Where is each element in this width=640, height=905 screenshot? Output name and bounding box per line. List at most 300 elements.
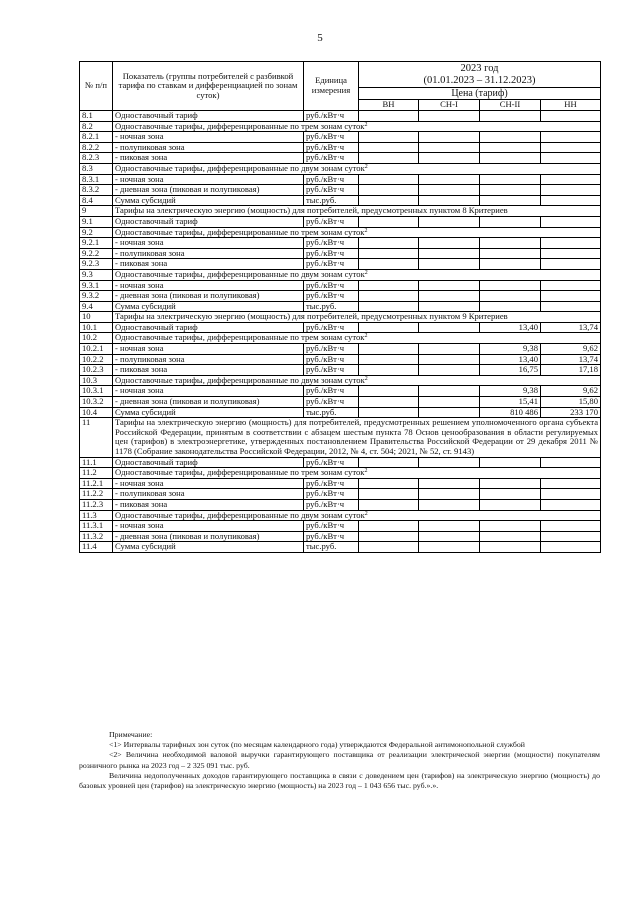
table-row: [80, 185, 601, 196]
value-sn2: [480, 185, 541, 196]
table-row: [80, 510, 601, 521]
value-vn: [359, 132, 419, 143]
value-vn: [359, 280, 419, 291]
row-unit: руб./кВт·ч: [304, 153, 359, 164]
value-sn1: [419, 248, 480, 259]
value-sn2: [480, 542, 541, 553]
row-unit: руб./кВт·ч: [304, 397, 359, 408]
row-unit: руб./кВт·ч: [304, 457, 359, 468]
table-row: [80, 248, 601, 259]
value-nn: [541, 280, 601, 291]
table-row: [80, 478, 601, 489]
table-row: [80, 333, 601, 344]
value-sn2: [480, 111, 541, 122]
header-period: (01.01.2023 – 31.12.2023): [359, 75, 601, 88]
row-number: 10.3: [80, 375, 113, 386]
value-vn: [359, 185, 419, 196]
value-nn: [541, 238, 601, 249]
row-number: 9.2: [80, 227, 113, 238]
row-unit: руб./кВт·ч: [304, 344, 359, 355]
value-nn: 13,74: [541, 354, 601, 365]
row-unit: руб./кВт·ч: [304, 259, 359, 270]
table-row: [80, 489, 601, 500]
row-indicator: [113, 185, 304, 196]
note-3: Величина недополученных доходов гарантирующего поставщика в связи с доведением цен (тарифов) на электрическую энергию (мощность) до базовых уровней цен (тарифов) на электрическую энергию (мощность) на 2023 год – 1 043 656 тыс. руб.».».: [79, 770, 600, 791]
value-sn1: [419, 365, 480, 376]
table-row: [80, 206, 601, 217]
value-sn1: [419, 185, 480, 196]
value-sn1: [419, 259, 480, 270]
row-number: 10.4: [80, 407, 113, 418]
value-sn2: 15,41: [480, 397, 541, 408]
value-nn: [541, 185, 601, 196]
value-sn1: [419, 407, 480, 418]
table-row: [80, 365, 601, 376]
table-row: [80, 153, 601, 164]
row-number: 11.3.2: [80, 531, 113, 542]
value-vn: [359, 322, 419, 333]
value-sn1: [419, 354, 480, 365]
value-sn1: [419, 280, 480, 291]
footnote-ref: 2: [364, 375, 368, 382]
row-indicator: [113, 163, 601, 174]
row-indicator: [113, 248, 304, 259]
row-indicator-text: Одноставочный тариф: [115, 457, 198, 467]
table-row: [80, 407, 601, 418]
value-nn: 15,80: [541, 397, 601, 408]
row-indicator-text: Одноставочные тарифы, дифференцированные по двум зонам суток: [115, 269, 365, 279]
table-row: [80, 457, 601, 468]
row-indicator: [113, 322, 304, 333]
row-number: 8.3.1: [80, 174, 113, 185]
row-indicator-text: Одноставочный тариф: [115, 216, 198, 226]
row-unit: руб./кВт·ч: [304, 478, 359, 489]
value-sn1: [419, 238, 480, 249]
value-nn: [541, 301, 601, 312]
row-indicator-text: - полупиковая зона: [115, 488, 185, 499]
row-number: 9.3.1: [80, 280, 113, 291]
tariff-table: [79, 61, 601, 553]
row-indicator: [113, 333, 601, 344]
header-col-num: № п/п: [80, 62, 113, 111]
row-indicator-text: - полупиковая зона: [115, 248, 185, 258]
row-indicator-text: - пиковая зона: [115, 258, 168, 269]
tariff-table-body: [80, 111, 601, 553]
row-indicator: [113, 478, 304, 489]
value-sn1: [419, 322, 480, 333]
row-indicator-text: - ночная зона: [115, 520, 164, 531]
header-col-indicator: Показатель (группы потребителей с разбивкой тарифа по ставкам и дифференциацией по зонам суток): [113, 62, 304, 111]
value-nn: [541, 216, 601, 227]
row-indicator: [113, 280, 304, 291]
note-1: <1> Интервалы тарифных зон суток (по месяцам календарного года) утверждаются Федеральной антимонопольной службой: [109, 740, 525, 750]
row-number: 10.1: [80, 322, 113, 333]
row-indicator: [113, 375, 601, 386]
row-indicator: [113, 521, 304, 532]
value-sn1: [419, 478, 480, 489]
value-sn1: [419, 386, 480, 397]
row-indicator: [113, 531, 304, 542]
value-vn: [359, 499, 419, 510]
value-sn2: 810 486: [480, 407, 541, 418]
value-vn: [359, 531, 419, 542]
value-nn: 233 170: [541, 407, 601, 418]
table-row: [80, 301, 601, 312]
value-sn2: [480, 238, 541, 249]
value-vn: [359, 238, 419, 249]
row-unit: руб./кВт·ч: [304, 248, 359, 259]
row-indicator: [113, 418, 601, 457]
row-indicator-text: Одноставочный тариф: [115, 322, 198, 332]
row-indicator-text: Одноставочные тарифы, дифференцированные по двум зонам суток: [115, 510, 365, 520]
value-vn: [359, 291, 419, 302]
value-sn2: [480, 489, 541, 500]
row-indicator: [113, 238, 304, 249]
value-vn: [359, 195, 419, 206]
row-indicator-text: - дневная зона (пиковая и полупиковая): [115, 184, 260, 195]
value-vn: [359, 174, 419, 185]
row-unit: руб./кВт·ч: [304, 521, 359, 532]
row-indicator-text: - пиковая зона: [115, 152, 168, 163]
table-row: [80, 227, 601, 238]
table-row: [80, 375, 601, 386]
row-indicator: [113, 499, 304, 510]
row-number: 8.2.3: [80, 153, 113, 164]
row-number: 11.3: [80, 510, 113, 521]
row-indicator-text: Одноставочные тарифы, дифференцированные по двум зонам суток: [115, 375, 365, 385]
table-row: [80, 531, 601, 542]
value-sn2: [480, 195, 541, 206]
table-row: [80, 174, 601, 185]
value-sn2: [480, 478, 541, 489]
row-unit: руб./кВт·ч: [304, 111, 359, 122]
value-vn: [359, 489, 419, 500]
row-indicator-text: Одноставочные тарифы, дифференцированные по трем зонам суток: [115, 332, 365, 343]
row-indicator-text: - ночная зона: [115, 237, 164, 248]
table-row: [80, 291, 601, 302]
value-nn: [541, 132, 601, 143]
value-sn1: [419, 216, 480, 227]
value-sn1: [419, 499, 480, 510]
row-indicator: [113, 312, 601, 323]
table-row: [80, 238, 601, 249]
row-unit: тыс.руб.: [304, 195, 359, 206]
row-unit: руб./кВт·ч: [304, 291, 359, 302]
table-row: [80, 216, 601, 227]
table-row: [80, 397, 601, 408]
value-sn1: [419, 153, 480, 164]
value-nn: [541, 457, 601, 468]
table-row: [80, 499, 601, 510]
value-sn2: [480, 457, 541, 468]
footnote-ref: 2: [364, 121, 368, 128]
row-unit: руб./кВт·ч: [304, 354, 359, 365]
header-price: Цена (тариф): [359, 88, 601, 100]
header-level-nn: НН: [541, 100, 601, 111]
value-vn: [359, 142, 419, 153]
row-indicator: [113, 510, 601, 521]
notes-title: Примечание:: [109, 730, 153, 739]
value-sn1: [419, 291, 480, 302]
table-row: [80, 468, 601, 479]
row-indicator: [113, 468, 601, 479]
row-number: 9.2.2: [80, 248, 113, 259]
table-row: [80, 163, 601, 174]
footnote-ref: 2: [364, 269, 368, 276]
value-sn1: [419, 521, 480, 532]
row-indicator: [113, 174, 304, 185]
value-sn1: [419, 531, 480, 542]
row-indicator-text: - дневная зона (пиковая и полупиковая): [115, 531, 260, 541]
value-sn2: [480, 521, 541, 532]
row-unit: руб./кВт·ч: [304, 386, 359, 397]
row-indicator: [113, 153, 304, 164]
row-indicator-text: - полупиковая зона: [115, 354, 185, 364]
row-number: 9: [80, 206, 113, 217]
value-nn: 9,62: [541, 386, 601, 397]
table-row: [80, 322, 601, 333]
table-row: [80, 312, 601, 323]
table-row: [80, 259, 601, 270]
value-sn2: 16,75: [480, 365, 541, 376]
header-level-vn: ВН: [359, 100, 419, 111]
row-indicator: [113, 542, 304, 553]
table-row: [80, 142, 601, 153]
value-vn: [359, 457, 419, 468]
row-unit: тыс.руб.: [304, 542, 359, 553]
row-unit: руб./кВт·ч: [304, 142, 359, 153]
value-sn1: [419, 301, 480, 312]
row-number: 9.2.1: [80, 238, 113, 249]
header-col-unit: Единица измерения: [304, 62, 359, 111]
table-row: [80, 195, 601, 206]
row-indicator: [113, 354, 304, 365]
row-unit: руб./кВт·ч: [304, 132, 359, 143]
row-indicator-text: Одноставочные тарифы, дифференцированные по двум зонам суток: [115, 163, 365, 173]
value-vn: [359, 216, 419, 227]
row-indicator: [113, 344, 304, 355]
value-vn: [359, 365, 419, 376]
row-unit: руб./кВт·ч: [304, 322, 359, 333]
table-row: [80, 354, 601, 365]
value-vn: [359, 386, 419, 397]
row-number: 11.4: [80, 542, 113, 553]
value-sn1: [419, 111, 480, 122]
row-indicator: [113, 407, 304, 418]
table-row: [80, 344, 601, 355]
value-nn: [541, 142, 601, 153]
table-row: [80, 521, 601, 532]
value-vn: [359, 344, 419, 355]
value-sn2: [480, 216, 541, 227]
row-indicator: [113, 121, 601, 132]
row-indicator-text: - ночная зона: [115, 131, 164, 142]
notes: [79, 730, 600, 791]
row-number: 10: [80, 312, 113, 323]
row-number: 8.4: [80, 195, 113, 206]
value-sn1: [419, 174, 480, 185]
row-unit: руб./кВт·ч: [304, 499, 359, 510]
value-sn2: [480, 499, 541, 510]
value-sn2: [480, 301, 541, 312]
row-number: 11.1: [80, 457, 113, 468]
row-number: 11.2.1: [80, 478, 113, 489]
value-sn1: [419, 142, 480, 153]
value-sn2: [480, 280, 541, 291]
row-indicator: [113, 227, 601, 238]
value-sn2: 9,38: [480, 344, 541, 355]
row-indicator: [113, 132, 304, 143]
note-2: <2> Величина необходимой валовой выручки гарантирующего поставщика от реализации электрической энергии (мощности) покупателям розничного рынка на 2023 год – 2 325 091 тыс. руб.: [79, 750, 600, 770]
header-year: 2023 год: [359, 62, 601, 75]
row-indicator-text: - полупиковая зона: [115, 142, 185, 152]
value-sn2: 9,38: [480, 386, 541, 397]
table-row: [80, 121, 601, 132]
value-nn: [541, 521, 601, 532]
value-sn1: [419, 542, 480, 553]
row-indicator: [113, 195, 304, 206]
value-nn: [541, 195, 601, 206]
table-row: [80, 418, 601, 457]
row-number: 9.2.3: [80, 259, 113, 270]
value-nn: 9,62: [541, 344, 601, 355]
row-indicator-text: Тарифы на электрическую энергию (мощность) для потребителей, предусмотренных решением уполномоченного органа субъекта Российской Федерации, принятым в соответствии с абзацем шестым пункта 78 Основ ценообразования в области регулируемых цен (тарифов) в электроэнергетике, утвержденных постановлением Правительства Российской Федерации от 29 декабря 2011 № 1178 (Собрание законодательства Российской Федерации, 2012, № 4, ст. 504; 2021, № 52, ст. 9143): [115, 417, 599, 456]
row-number: 10.2.2: [80, 354, 113, 365]
row-indicator: [113, 489, 304, 500]
row-number: 9.3: [80, 269, 113, 280]
value-vn: [359, 153, 419, 164]
table-row: [80, 542, 601, 553]
value-sn1: [419, 489, 480, 500]
value-nn: [541, 153, 601, 164]
row-number: 9.3.2: [80, 291, 113, 302]
header-level-sn2: СН-II: [480, 100, 541, 111]
table-row: [80, 132, 601, 143]
footnote-ref: 2: [364, 510, 368, 517]
value-vn: [359, 259, 419, 270]
value-nn: 17,18: [541, 365, 601, 376]
row-unit: руб./кВт·ч: [304, 489, 359, 500]
row-number: 11.2.2: [80, 489, 113, 500]
row-number: 10.2.3: [80, 365, 113, 376]
row-indicator: [113, 111, 304, 122]
footnote-ref: 2: [364, 227, 368, 234]
row-indicator-text: - дневная зона (пиковая и полупиковая): [115, 396, 260, 407]
row-indicator-text: - дневная зона (пиковая и полупиковая): [115, 290, 260, 301]
value-vn: [359, 521, 419, 532]
value-sn2: [480, 259, 541, 270]
value-nn: 13,74: [541, 322, 601, 333]
row-indicator-text: Тарифы на электрическую энергию (мощность) для потребителей, предусмотренных пунктом 8 Критериев: [115, 205, 508, 216]
value-nn: [541, 111, 601, 122]
value-sn2: [480, 531, 541, 542]
row-indicator-text: Сумма субсидий: [115, 301, 176, 311]
value-sn2: [480, 248, 541, 259]
value-vn: [359, 542, 419, 553]
value-sn1: [419, 457, 480, 468]
row-number: 10.2: [80, 333, 113, 344]
row-unit: руб./кВт·ч: [304, 280, 359, 291]
row-indicator: [113, 386, 304, 397]
row-indicator-text: Одноставочные тарифы, дифференцированные по трем зонам суток: [115, 467, 365, 478]
value-sn2: [480, 153, 541, 164]
value-sn2: [480, 142, 541, 153]
row-number: 11.3.1: [80, 521, 113, 532]
row-number: 8.2: [80, 121, 113, 132]
value-nn: [541, 542, 601, 553]
row-indicator-text: Тарифы на электрическую энергию (мощность) для потребителей, предусмотренных пунктом 9 Критериев: [115, 311, 508, 322]
value-sn2: [480, 132, 541, 143]
row-number: 9.4: [80, 301, 113, 312]
page-number: 5: [317, 32, 323, 44]
row-number: 11.2.3: [80, 499, 113, 510]
value-vn: [359, 248, 419, 259]
header-level-sn1: СН-I: [419, 100, 480, 111]
value-sn1: [419, 132, 480, 143]
row-number: 11.2: [80, 468, 113, 479]
table-row: [80, 111, 601, 122]
row-indicator: [113, 142, 304, 153]
value-vn: [359, 111, 419, 122]
row-unit: руб./кВт·ч: [304, 531, 359, 542]
row-unit: руб./кВт·ч: [304, 238, 359, 249]
value-sn2: 13,40: [480, 354, 541, 365]
row-indicator-text: Одноставочные тарифы, дифференцированные по трем зонам суток: [115, 121, 365, 131]
row-number: 9.1: [80, 216, 113, 227]
value-vn: [359, 397, 419, 408]
value-nn: [541, 499, 601, 510]
row-number: 11: [80, 418, 113, 457]
row-unit: руб./кВт·ч: [304, 216, 359, 227]
value-sn1: [419, 344, 480, 355]
value-sn2: [480, 174, 541, 185]
value-vn: [359, 407, 419, 418]
row-indicator-text: Сумма субсидий: [115, 541, 176, 552]
footnote-ref: 2: [364, 163, 368, 170]
row-number: 8.3: [80, 163, 113, 174]
row-indicator-text: - ночная зона: [115, 280, 164, 290]
row-indicator-text: - пиковая зона: [115, 364, 168, 375]
row-indicator: [113, 365, 304, 376]
row-unit: тыс.руб.: [304, 301, 359, 312]
row-indicator-text: Одноставочные тарифы, дифференцированные по трем зонам суток: [115, 227, 365, 237]
row-number: 10.3.2: [80, 397, 113, 408]
row-indicator-text: Сумма субсидий: [115, 407, 176, 417]
row-number: 8.3.2: [80, 185, 113, 196]
value-nn: [541, 478, 601, 489]
row-indicator-text: - ночная зона: [115, 478, 164, 488]
value-nn: [541, 248, 601, 259]
value-vn: [359, 301, 419, 312]
row-unit: руб./кВт·ч: [304, 174, 359, 185]
row-unit: руб./кВт·ч: [304, 365, 359, 376]
row-indicator: [113, 269, 601, 280]
table-row: [80, 386, 601, 397]
value-nn: [541, 259, 601, 270]
row-indicator: [113, 259, 304, 270]
table-row: [80, 280, 601, 291]
row-number: 10.3.1: [80, 386, 113, 397]
row-indicator-text: - ночная зона: [115, 174, 164, 184]
value-vn: [359, 478, 419, 489]
value-nn: [541, 531, 601, 542]
row-number: 8.1: [80, 111, 113, 122]
row-indicator-text: - пиковая зона: [115, 499, 168, 509]
row-unit: тыс.руб.: [304, 407, 359, 418]
row-indicator: [113, 301, 304, 312]
row-indicator-text: - ночная зона: [115, 385, 164, 396]
row-indicator-text: Сумма субсидий: [115, 195, 176, 205]
